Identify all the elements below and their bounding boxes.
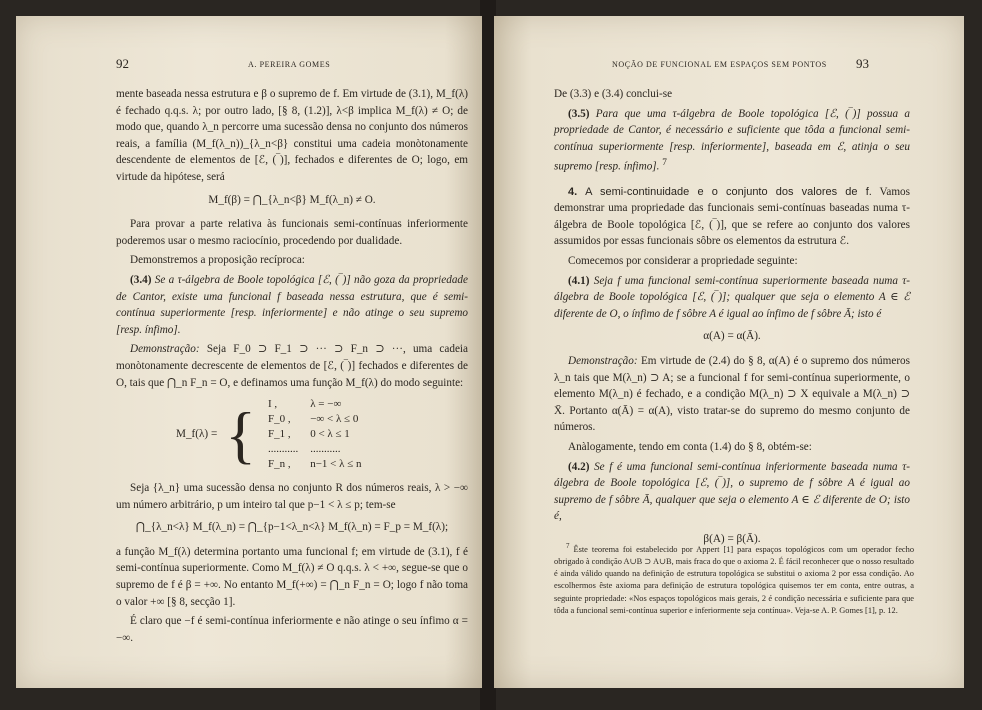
right-page-body [554,86,910,556]
left-demonstration [116,341,468,391]
theorem-4-1-text: Seja f uma funcional semi-contínua superiormente baseada numa τ-álgebra de Boole topológica [ℰ, (‾)]; qualquer que seja o elemento A ∈ ℰ diferente de O, o ínfimo de f sôbre A é igual ao ínfimo de f sôbre Ā; isto é [554,274,910,320]
theorem-4-2-number: (4.2) [568,460,590,473]
footnote-text [554,540,914,617]
piecewise-condition: λ = −∞ [310,398,342,411]
theorem-3-4-number: (3.4) [130,273,152,286]
right-formula-1: α(A) = α(Ā). [703,330,761,343]
right-paragraph-2: Comecemos por considerar a propriedade seguinte: [568,255,798,268]
theorem-4-1-number: (4.1) [568,274,590,287]
theorem-4-1 [554,273,910,323]
left-page-body [116,86,468,649]
section-4-number: 4. [568,185,578,198]
left-paragraph-2: Para provar a parte relativa às funcionais semi-contínuas inferiormente poderemos usar o mesmo raciocínio, procedendo por dualidade. [116,218,468,247]
piecewise-row [262,457,368,472]
right-demonstration [554,353,910,436]
theorem-3-5-number: (3.5) [568,107,590,120]
right-page-number: 93 [856,56,869,71]
piecewise-row [262,412,368,427]
section-4-text: Vamos demonstrar uma propriedade das funcionais semi-contínuas baseadas numa τ-álgebra de Boole topológica [ℰ, (‾)], que se refere ao conjunto dos valores assumidos por essas funcionais sôbre os elementos da estrutura ℰ. [554,185,910,248]
theorem-4-2-text: Se f é uma funcional semi-contínua inferiormente baseada numa τ-álgebra de Boole topológica [ℰ, (‾)], o supremo de f sôbre A é igual ao supremo de f sôbre Ā, qualquer que seja o elemento A ∈ ℰ diferente de O; isto é, [554,460,910,523]
piecewise-row [262,442,368,457]
right-paragraph-3: Anàlogamente, tendo em conta (1.4) do § 8, obtém-se: [568,441,812,454]
piecewise-condition: 0 < λ ≤ 1 [310,428,350,441]
right-paragraph-1: De (3.3) e (3.4) conclui-se [554,88,673,100]
piecewise-condition: −∞ < λ ≤ 0 [310,413,359,426]
left-running-header: A. PEREIRA GOMES [248,60,331,69]
piecewise-value: F_1 , [267,428,291,441]
piecewise-definition [176,397,468,472]
left-brace-icon: { [225,398,256,470]
theorem-3-5-text: Para que uma τ-álgebra de Boole topológica [ℰ, (‾)] possua a propriedade de Cantor, é necessário e suficiente que tôda a funcional semi-contínua superiormente [resp. inferiormente], baseada em ℰ, atinja o seu supremo [resp. ínfimo]. [554,107,910,174]
left-formula-2: ⋂_{λ_n<λ} M_f(λ_n) = ⋂_{p−1<λ_n<λ} M_f(λ_n) = F_p = M_f(λ); [135,521,449,534]
left-demonstration-text: Seja F_0 ⊃ F_1 ⊃ ··· ⊃ F_n ⊃ ···, uma cadeia monòtonamente decrescente de elementos de [ℰ, (‾)] fechados e diferentes de O, tais que ⋂_n F_n = O, e definamos uma função M_f(λ) do modo seguinte: [116,343,468,389]
left-paragraph-1: mente baseada nessa estrutura e β o supremo de f. Em virtude de (3.1), M_f(λ) é fechado q.q.s. λ; por outro lado, [§ 8, (1.2)], λ<β implica M_f(λ) ≠ O; de modo que, quando λ_n percorre uma sucessão densa no conjunto dos números reais, a família (M_f(λ_n))_{λ_n<β} constitui uma cadeia monòtonamente descendente de elementos de [ℰ, (‾)], fechados e diferentes de O; logo, em virtude da hipótese, será [116,88,468,183]
left-paragraph-5: a função M_f(λ) determina portanto uma funcional f; em virtude de (3.1), f é semi-contínua superiormente. Como M_f(λ) ≠ O q.q.s. λ < +∞, segue-se que o supremo de f é β = +∞. No entanto M_f(+∞) = ⋂_n F_n = O; logo f não toma o valor +∞ [§ 8, secção 1]. [116,545,468,608]
piecewise-condition: n−1 < λ ≤ n [310,458,362,471]
footnote-ref: 7 [662,158,667,169]
theorem-3-5 [554,106,910,176]
footnote-body: Êste teorema foi estabelecido por Appert [1] para espaços topológicos com um operador fecho obrigado à condição A∪B ⊃ A∪B, mais fraca do que o axioma 2. É fácil reconhecer que o nosso resultado é ainda válido quando na definição de estrutura topológica se substitui o axioma 2 por essa condição. Ao escolhermos êste axioma para definição de estrutura topológica quisemos ter em conta, entre outras, a seguinte propriedade: «Nos espaços topológicos mais gerais, 2 é condição necessária e suficiente para que tôda a funcional semi-contínua superior e inferiormente seja contínua». Veja-se A. P. Gomes [1], p. 12. [554,544,915,615]
left-formula-1: M_f(β) = ⋂_{λ_n<β} M_f(λ_n) ≠ O. [208,193,376,206]
piecewise-value: F_n , [267,458,291,471]
theorem-3-4 [116,272,468,338]
piecewise-lhs: M_f(λ) = [176,428,218,441]
right-running-header: NOÇÃO DE FUNCIONAL EM ESPAÇOS SEM PONTOS [612,60,827,69]
left-paragraph-6: É claro que −f é semi-contínua inferiormente e não atinge o seu ínfimo α = −∞. [116,615,468,644]
piecewise-row [262,397,368,412]
left-paragraph-3: Demonstremos a proposição recíproca: [130,254,305,267]
right-demonstration-text: Em virtude de (2.4) do § 8, α(A) é o supremo dos números λ_n tais que M(λ_n) ⊃ A; se a funcional f for semi-contínua superiormente, o elemento M(λ_n) é fechado, e a condição M(λ_n) ⊃ X equivale a M(λ_n) ⊃ X̄. Portanto α(Ā) = α(A), visto tratar-se do supremo do mesmo conjunto de números. [554,355,910,434]
right-page [494,16,964,688]
left-demonstration-label: Demonstração: [130,343,200,356]
piecewise-value: I , [267,398,278,411]
left-paragraph-4: Seja {λ_n} uma sucessão densa no conjunto R dos números reais, λ > −∞ um número arbitrário, p um inteiro tal que p−1 < λ ≤ p; tem-se [116,482,468,511]
piecewise-value: ........... [267,443,299,456]
right-demonstration-label: Demonstração: [568,355,638,368]
theorem-4-2 [554,459,910,525]
piecewise-value: F_0 , [267,413,291,426]
left-page [16,16,482,688]
section-4 [554,184,910,250]
piecewise-condition: ........... [310,443,341,456]
piecewise-row [262,427,368,442]
theorem-3-4-text: Se a τ-álgebra de Boole topológica [ℰ, (‾)] não goza da propriedade de Cantor, existe uma funcional f baseada nessa estrutura, que é semi-contínua superiormente [resp. inferiormente] e não atinge o seu supremo [resp. ínfimo]. [116,273,468,336]
right-formula-2: β(A) = β(Ā). [703,532,761,545]
section-4-title: A semi-continuidade e o conjunto dos valores de f. [585,185,872,198]
footnote [554,540,914,617]
footnote-number: 7 [566,542,570,550]
piecewise-table [262,397,368,472]
left-page-number: 92 [116,56,129,71]
